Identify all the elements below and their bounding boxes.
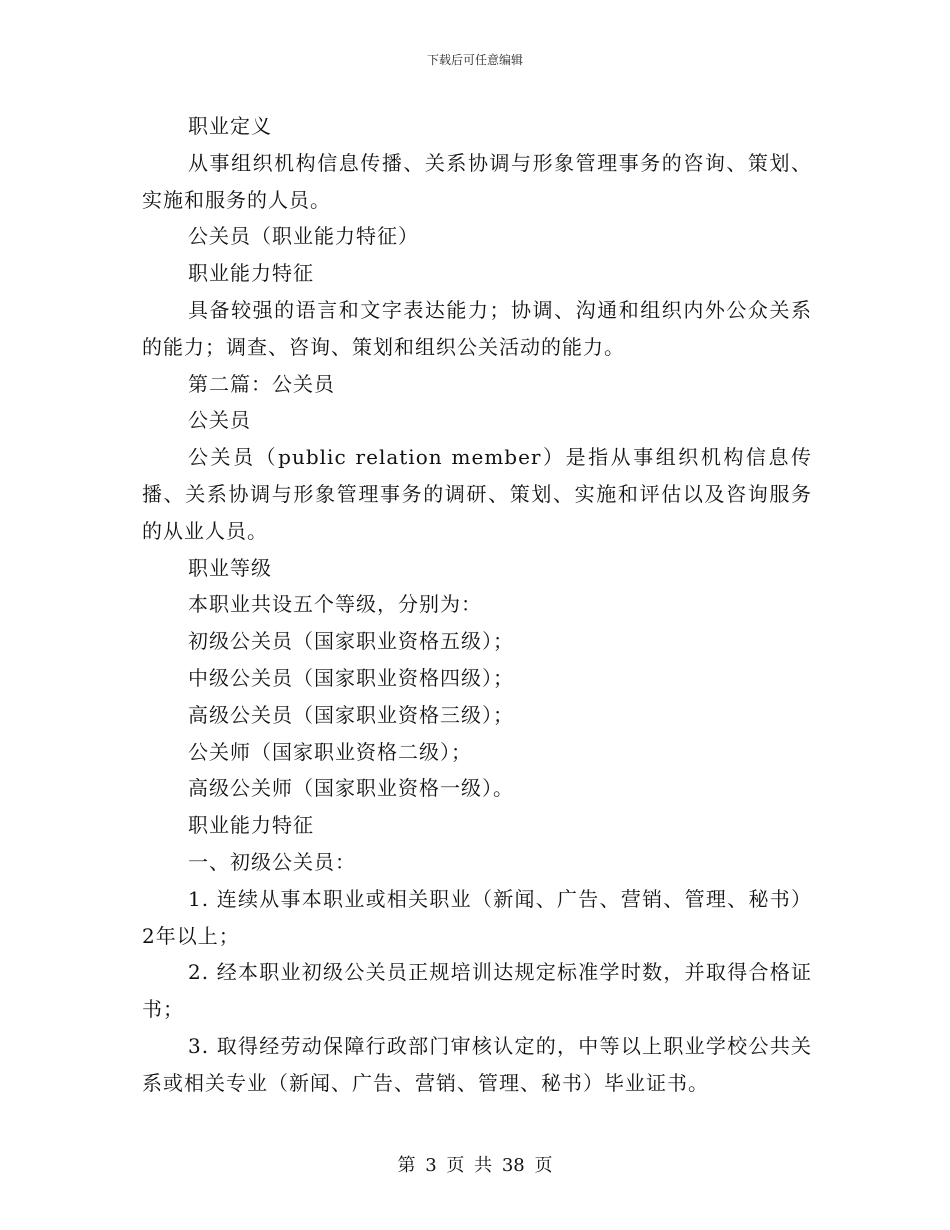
page-header: 下载后可任意编辑 — [426, 53, 523, 67]
paragraph-10: 本职业共设五个等级，分别为： — [188, 592, 482, 617]
paragraph-13: 高级公关员（国家职业资格三级）； — [188, 702, 514, 727]
paragraph-11: 初级公关员（国家职业资格五级）； — [188, 629, 514, 654]
paragraph-7: 公关员 — [188, 408, 251, 433]
page-number-footer: 第 3 页 共 38 页 — [397, 1155, 553, 1176]
paragraph-5: 具备较强的语言和文字表达能力；协调、沟通和组织内外公众关系的能力；调查、咨询、策划和组织公关活动的能力。 — [142, 297, 812, 359]
paragraph-1: 职业定义 — [188, 114, 272, 138]
paragraph-18: 1. 连续从事本职业或相关职业（新闻、广告、营销、管理、秘书）2年以上； — [142, 886, 812, 948]
paragraph-9: 职业等级 — [188, 555, 272, 580]
paragraph-15: 高级公关师（国家职业资格一级）。 — [188, 776, 514, 801]
paragraph-19: 2. 经本职业初级公关员正规培训达规定标准学时数，并取得合格证书； — [142, 960, 812, 1022]
paragraph-8: 公关员（public relation member）是指从事组织机构信息传播、关系协调与形象管理事务的调研、策划、实施和评估以及咨询服务的从业人员。 — [142, 445, 812, 543]
paragraph-12: 中级公关员（国家职业资格四级）； — [188, 665, 514, 690]
paragraph-17: 一、初级公关员： — [188, 849, 356, 874]
paragraph-16: 职业能力特征 — [188, 813, 314, 838]
paragraph-2: 从事组织机构信息传播、关系协调与形象管理事务的咨询、策划、实施和服务的人员。 — [142, 150, 812, 212]
paragraph-4: 职业能力特征 — [188, 261, 314, 286]
paragraph-14: 公关师（国家职业资格二级）； — [188, 739, 472, 764]
paragraph-3: 公关员（职业能力特征） — [188, 224, 419, 249]
document-body — [142, 108, 812, 1102]
paragraph-20: 3. 取得经劳动保障行政部门审核认定的，中等以上职业学校公共关系或相关专业（新闻、广告、营销、管理、秘书）毕业证书。 — [142, 1033, 812, 1095]
paragraph-6: 第二篇：公关员 — [188, 371, 335, 396]
